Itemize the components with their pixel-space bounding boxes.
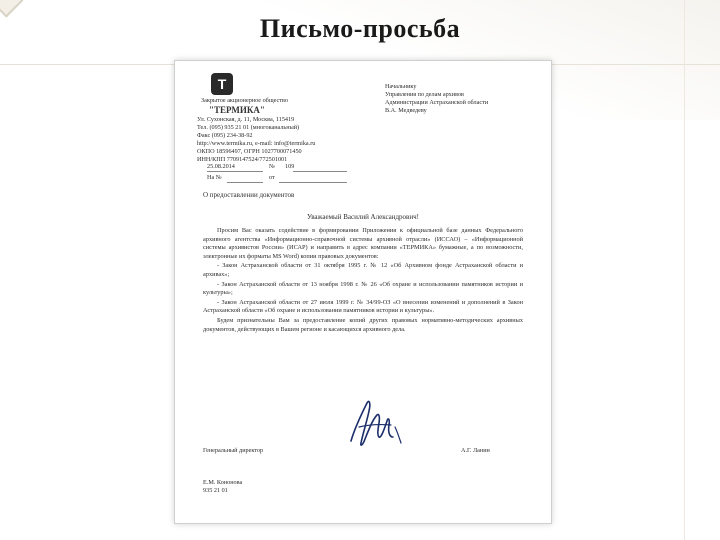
signature-row bbox=[203, 447, 523, 457]
from-label: от bbox=[269, 174, 275, 181]
letter-date: 25.08.2014 bbox=[207, 163, 235, 170]
salutation: Уважаемый Василий Александрович! bbox=[307, 213, 419, 221]
sender-address-line: ИНН/КПП 7709147524/772501001 bbox=[197, 156, 288, 163]
sender-intro: Закрытое акционерное общество bbox=[201, 97, 288, 104]
underline bbox=[207, 171, 263, 172]
logo-letter: T bbox=[217, 76, 227, 92]
sender-name: "ТЕРМИКА" bbox=[209, 105, 265, 115]
body-paragraph: - Закон Астраханской области от 27 июля 1999 г. № 34/99-ОЗ «О внесении изменений и дополнений в Закон Астраханской области «Об охране и использовании памятников истории и культуры». bbox=[203, 298, 523, 315]
letter-number: 109 bbox=[285, 163, 295, 170]
letter-subject: О предоставлении документов bbox=[203, 191, 295, 199]
body-paragraph: Просим Вас оказать содействие в формировании Приложения к официальной базе данных Федерального архивного агентства «Информационно-справочной системы архивной отрасли» (ИССАО) – «Информационной системы архивистов России» (ИСАР) и направить в адрес компании «ТЕРМИКА» бумажные, а по возможности, электронные их форматы MS Word) копии правовых документов: bbox=[203, 227, 523, 260]
recipient-line: Администрации Астраханской области bbox=[385, 99, 489, 106]
slide-title: Письмо-просьба bbox=[259, 14, 461, 43]
reply-label: На № bbox=[207, 174, 222, 181]
underline bbox=[293, 171, 347, 172]
sender-address-line: ОКПО 18596497, ОГРН 1027700071450 bbox=[197, 148, 302, 155]
sender-block bbox=[197, 97, 347, 164]
signatory-name: А.Г. Ланин bbox=[461, 447, 490, 454]
sender-address-line: Ул. Сухонская, д. 11, Москва, 115419 bbox=[197, 116, 295, 123]
sender-address-line: http://www.termika.ru, e-mail: info@termika.ru bbox=[197, 140, 316, 147]
executor-line: Е.М. Кононова bbox=[203, 479, 243, 486]
reference-block bbox=[207, 163, 357, 185]
recipient-line: В.А. Медведеву bbox=[385, 107, 427, 114]
handwritten-signature bbox=[345, 397, 405, 453]
letter-body bbox=[203, 227, 523, 335]
number-label: № bbox=[269, 163, 275, 170]
recipient-line: Управления по делам архивов bbox=[385, 91, 464, 98]
body-paragraph: - Закон Астраханской области от 13 ноября 1998 г. № 26 «Об охране и использовании памятников истории и культуры»; bbox=[203, 280, 523, 297]
company-logo bbox=[211, 73, 233, 95]
sender-address-line: Тел. (095) 935 21 01 (многоканальный) bbox=[197, 124, 300, 131]
underline bbox=[279, 182, 347, 183]
underline bbox=[227, 182, 263, 183]
executor-block bbox=[203, 479, 323, 495]
decorative-line bbox=[684, 0, 685, 540]
reply-ref-row bbox=[207, 174, 357, 185]
body-paragraph: Будем признательны Вам за предоставление копий других правовых нормативно-методических архивных документов, действующих в Вашем регионе и касающихся архивного дела. bbox=[203, 316, 523, 333]
executor-line: 935 21 01 bbox=[203, 487, 228, 494]
sender-address-line: Факс (095) 234-38-92 bbox=[197, 132, 253, 139]
outgoing-ref-row bbox=[207, 163, 357, 174]
recipient-line: Начальнику bbox=[385, 83, 417, 90]
signatory-position: Генеральный директор bbox=[203, 447, 264, 454]
letter-scan bbox=[174, 60, 552, 524]
recipient-block bbox=[385, 83, 545, 115]
body-paragraph: - Закон Астраханской области от 31 октября 1995 г. № 12 «Об Архивном фонде Астраханской области и архивах»; bbox=[203, 262, 523, 278]
